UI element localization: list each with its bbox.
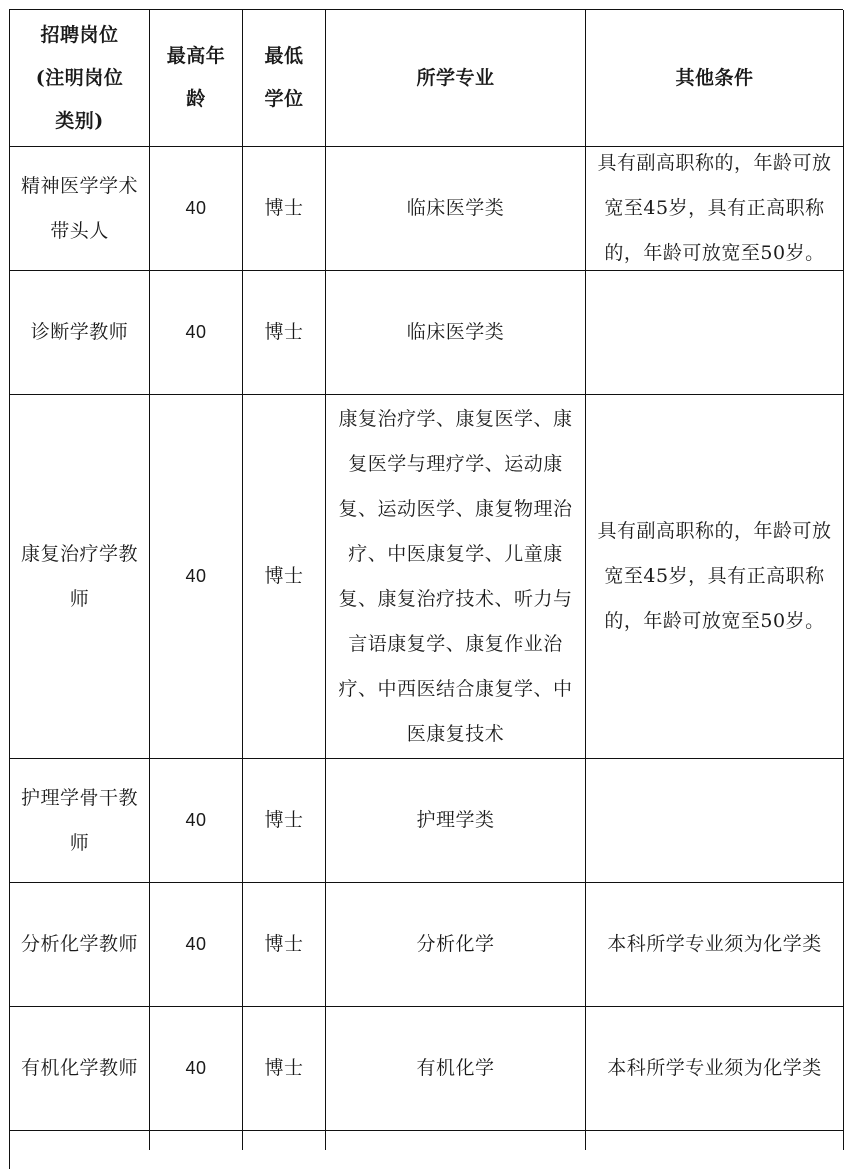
cell-text: 博士 bbox=[264, 197, 304, 219]
cell-text: 临床医学类 bbox=[406, 321, 505, 343]
table-row-2-other bbox=[586, 395, 844, 759]
table-row-2-position bbox=[10, 395, 150, 759]
table-row-partial-cell bbox=[326, 1131, 586, 1150]
table-row-0-major bbox=[326, 147, 586, 271]
table-row-3-other bbox=[586, 759, 844, 883]
header-max-age bbox=[150, 10, 243, 147]
cell-text: 本科所学专业须为化学类 bbox=[607, 933, 822, 955]
table-row-partial-cell bbox=[150, 1131, 243, 1150]
cell-text: 精神医学学术 带头人 bbox=[20, 174, 138, 242]
header-other bbox=[586, 10, 844, 147]
cell-text: 40 bbox=[185, 810, 207, 830]
header-position bbox=[10, 10, 150, 147]
table-row-1-max-age bbox=[150, 271, 243, 395]
table-row-0-min-degree bbox=[243, 147, 326, 271]
recruitment-table bbox=[9, 9, 843, 1169]
cell-text: 临床医学类 bbox=[406, 197, 505, 219]
table-row-3-min-degree bbox=[243, 759, 326, 883]
cell-text: 博士 bbox=[264, 565, 304, 587]
cell-text: 博士 bbox=[264, 809, 304, 831]
table-row-4-max-age bbox=[150, 883, 243, 1007]
cell-text: 40 bbox=[185, 1058, 207, 1078]
header-max-age-text: 最高年 龄 bbox=[166, 45, 226, 110]
table-row-0-max-age bbox=[150, 147, 243, 271]
table-row-5-max-age bbox=[150, 1007, 243, 1131]
cell-text: 40 bbox=[185, 198, 207, 218]
cell-text: 博士 bbox=[264, 933, 304, 955]
cell-text: 本科所学专业须为化学类 bbox=[607, 1057, 822, 1079]
cell-text: 护理学骨干教 师 bbox=[20, 786, 138, 854]
table-row-0-other bbox=[586, 147, 844, 271]
header-other-text: 其他条件 bbox=[675, 66, 754, 89]
table-row-partial-cell bbox=[243, 1131, 326, 1150]
cell-text: 40 bbox=[185, 322, 207, 342]
cell-text: 康复治疗学教 师 bbox=[20, 542, 138, 610]
cell-text: 有机化学 bbox=[416, 1057, 495, 1079]
cell-text: 有机化学教师 bbox=[20, 1057, 138, 1079]
cell-text: 分析化学教师 bbox=[20, 933, 138, 955]
cell-text: 40 bbox=[185, 566, 207, 586]
cell-text: 40 bbox=[185, 934, 207, 954]
cell-text: 护理学类 bbox=[416, 809, 495, 831]
table-row-1-min-degree bbox=[243, 271, 326, 395]
table-row-3-max-age bbox=[150, 759, 243, 883]
cell-text: 康复治疗学、康复医学、康 复医学与理疗学、运动康 复、运动医学、康复物理治 疗、中医康复学、儿童康 复、康复治疗技术、听力与 言语康复学、康复作业治 疗、中西医结合康复学、中 医康复技术 bbox=[338, 407, 573, 745]
table-row-2-min-degree bbox=[243, 395, 326, 759]
table-row-5-min-degree bbox=[243, 1007, 326, 1131]
header-major-text: 所学专业 bbox=[416, 66, 495, 89]
table-row-partial-cell bbox=[10, 1131, 150, 1150]
table-row-1-major bbox=[326, 271, 586, 395]
table-row-0-position bbox=[10, 147, 150, 271]
header-min-degree bbox=[243, 10, 326, 147]
table-row-2-max-age bbox=[150, 395, 243, 759]
table-row-5-major bbox=[326, 1007, 586, 1131]
header-min-degree-text: 最低 学位 bbox=[264, 45, 304, 110]
cell-text: 诊断学教师 bbox=[30, 321, 129, 343]
header-major bbox=[326, 10, 586, 147]
table-row-3-position bbox=[10, 759, 150, 883]
cell-text: 博士 bbox=[264, 1057, 304, 1079]
table-row-4-position bbox=[10, 883, 150, 1007]
cell-text: 具有副高职称的，年龄可放 宽至45岁，具有正高职称 的，年龄可放宽至50岁。 bbox=[597, 520, 832, 632]
table-row-5-position bbox=[10, 1007, 150, 1131]
cell-text: 分析化学 bbox=[416, 933, 495, 955]
table-row-partial-cell bbox=[586, 1131, 844, 1150]
table-row-2-major bbox=[326, 395, 586, 759]
table-row-3-major bbox=[326, 759, 586, 883]
header-position-text: 招聘岗位 (注明岗位 类别) bbox=[35, 23, 124, 132]
table-row-5-other bbox=[586, 1007, 844, 1131]
table-row-4-major bbox=[326, 883, 586, 1007]
table-row-1-position bbox=[10, 271, 150, 395]
cell-text: 具有副高职称的，年龄可放 宽至45岁，具有正高职称 的，年龄可放宽至50岁。 bbox=[597, 152, 832, 264]
table-row-4-min-degree bbox=[243, 883, 326, 1007]
cell-text: 博士 bbox=[264, 321, 304, 343]
table-row-1-other bbox=[586, 271, 844, 395]
table-row-4-other bbox=[586, 883, 844, 1007]
